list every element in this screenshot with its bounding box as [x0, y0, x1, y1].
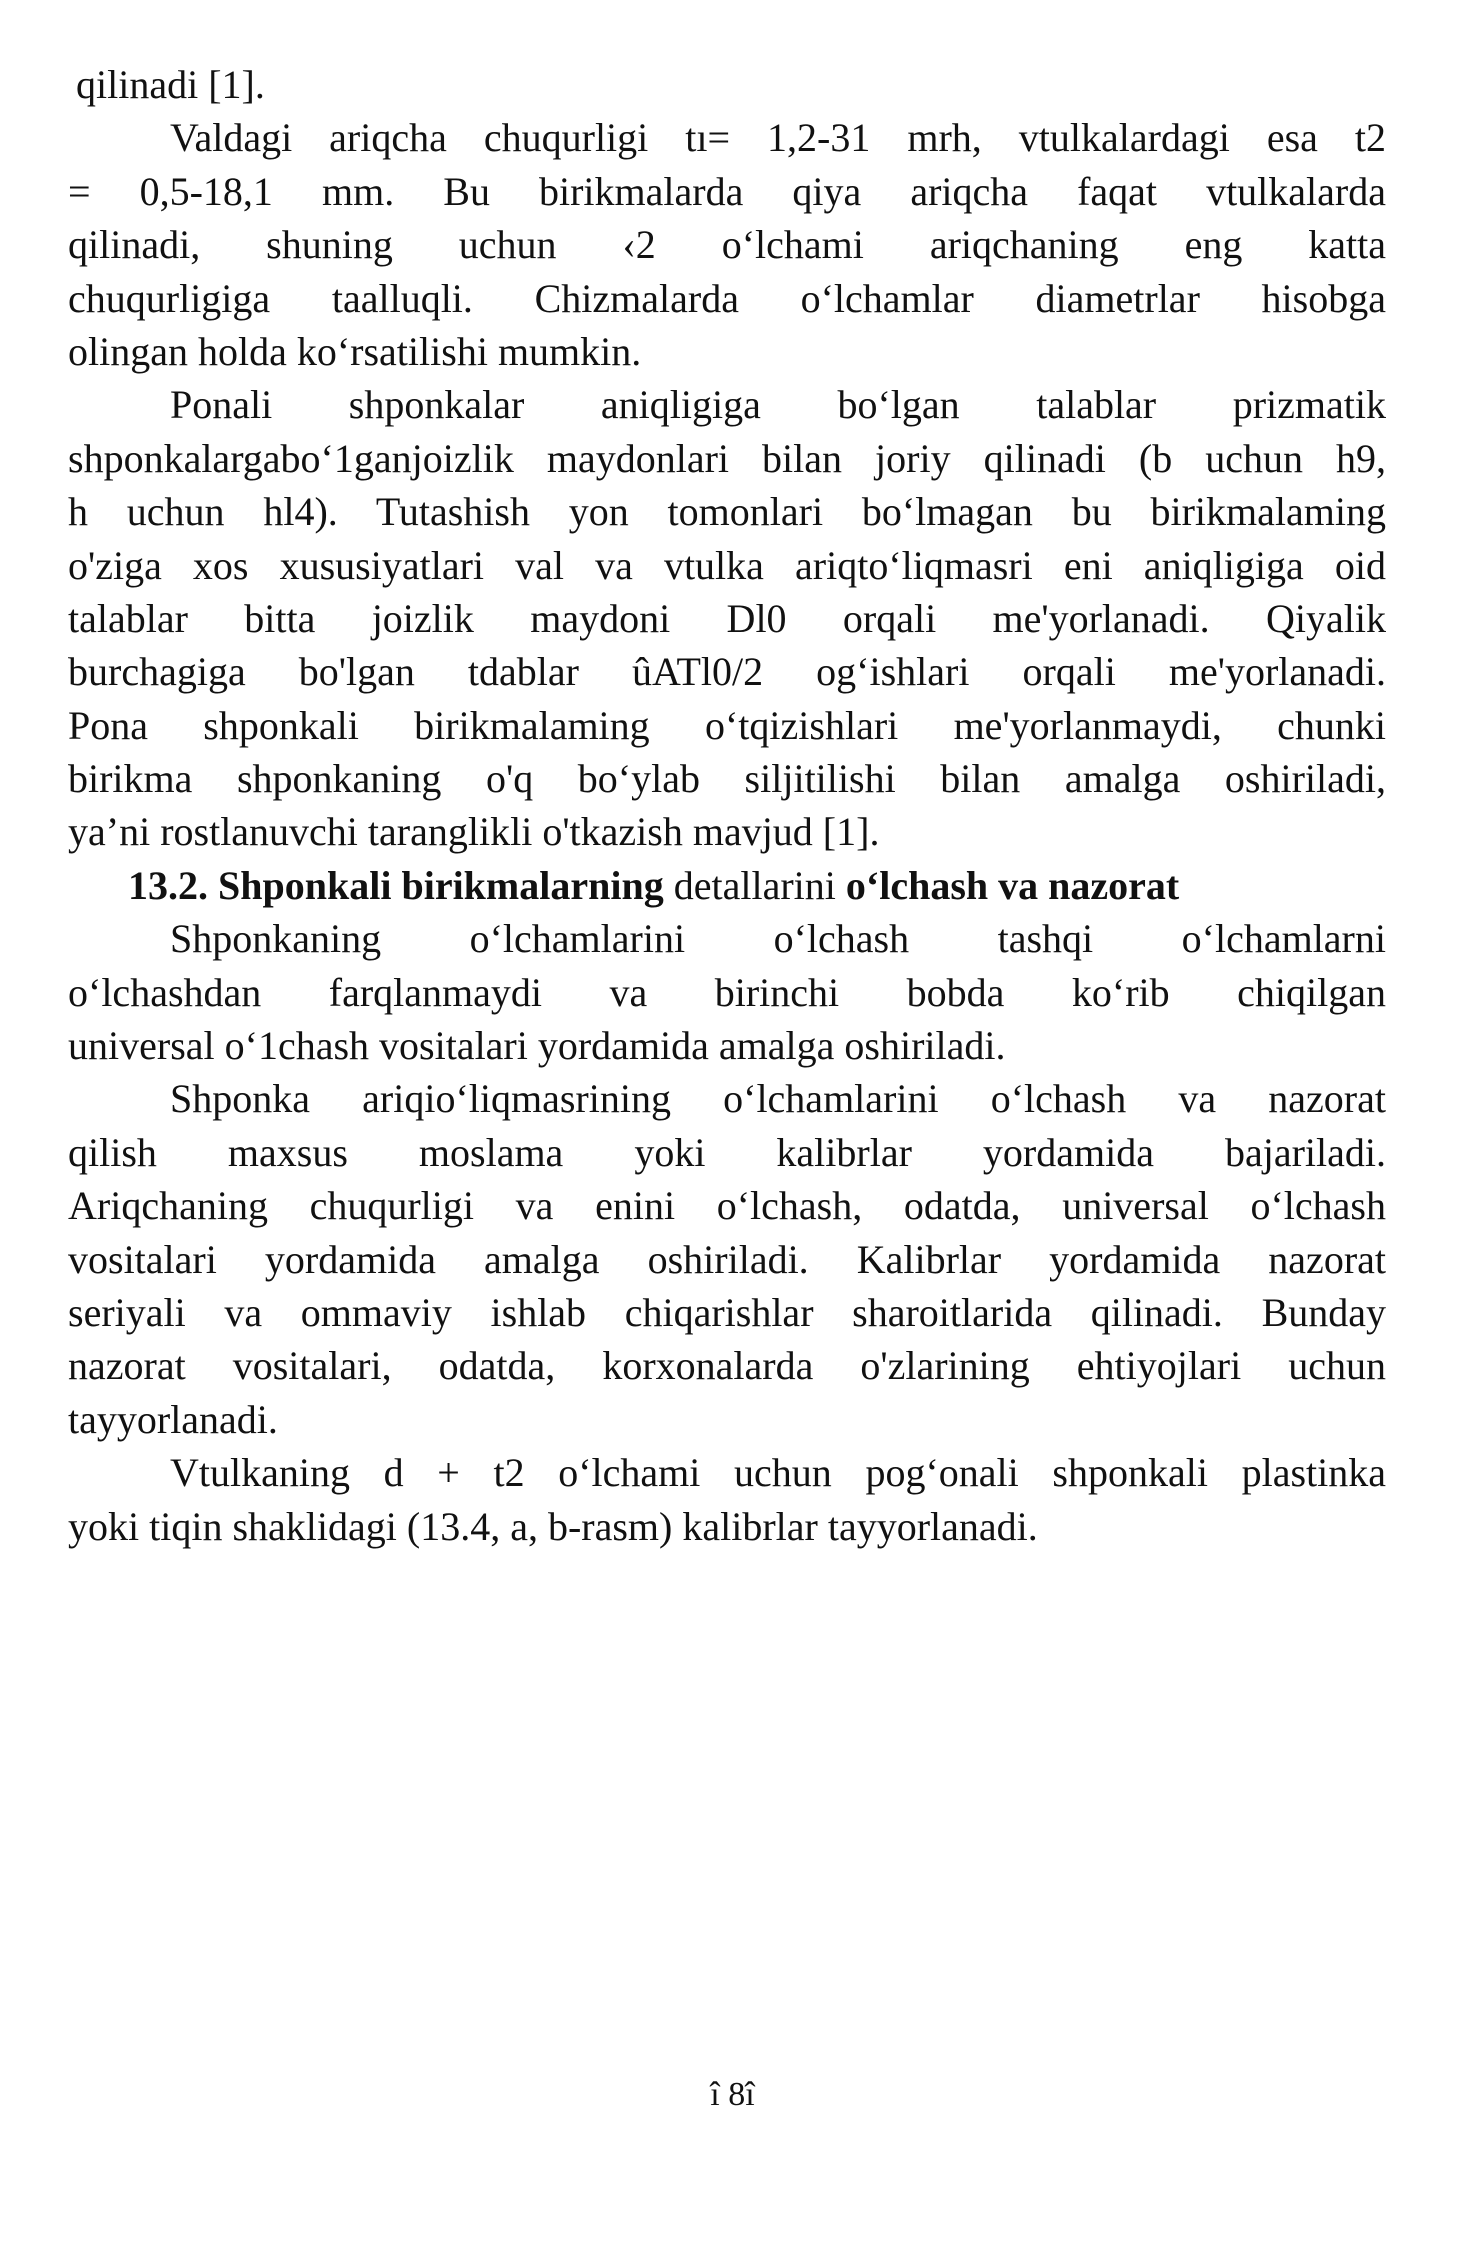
text-line: Valdagi ariqcha chuqurligi tı= 1,2-31 mrh, vtulkalardagi esa t2 [170, 115, 1386, 161]
text-line: universal o‘1chash vositalari yordamida amalga oshiriladi. [68, 1023, 1006, 1069]
text-line: vositalari yordamida amalga oshiriladi. Kalibrlar yordamida nazorat [68, 1236, 1386, 1282]
text-line: qilinadi, shuning uchun ‹2 o‘lchami ariqchaning eng katta [68, 222, 1386, 268]
text-line: qilinadi [1]. [76, 62, 265, 107]
text-line: burchagiga bo'lgan tdablar ûATl0/2 og‘ishlari orqali me'yorlanadi. [68, 649, 1386, 695]
text-line: yoki tiqin shaklidagi (13.4, a, b-rasm) kalibrlar tayyorlanadi. [68, 1503, 1038, 1549]
text-line: o‘lchashdan farqlanmaydi va birinchi bobda ko‘rib chiqilgan [68, 969, 1386, 1015]
section-title-bold-end: o‘lchash va nazorat [845, 862, 1180, 908]
text-line: birikma shponkaning o'q bo‘ylab siljitilishi bilan amalga oshiriladi, [68, 756, 1386, 802]
text-line: seriyali va ommaviy ishlab chiqarishlar sharoitlarida qilinadi. Bunday [68, 1289, 1386, 1335]
text-line: = 0,5-18,1 mm. Bu birikmalarda qiya ariqcha faqat vtulkalarda [68, 168, 1386, 214]
section-number: 13.2. [128, 862, 208, 908]
text-line: Ariqchaning chuqurligi va enini o‘lchash, odatda, universal o‘lchash [68, 1183, 1386, 1229]
page-body [68, 58, 1386, 1553]
text-line: Vtulkaning d + t2 o‘lchami uchun pog‘onali shponkali plastinka [170, 1450, 1386, 1496]
text-line: Ponali shponkalar aniqligiga bo‘lgan talablar prizmatik [170, 382, 1386, 428]
section-heading [68, 859, 1386, 912]
text-line: olingan holda ko‘rsatilishi mumkin. [68, 328, 642, 374]
text-line: ya’ni rostlanuvchi taranglikli o'tkazish mavjud [1]. [68, 809, 880, 855]
text-line: nazorat vositalari, odatda, korxonalarda o'zlarining ehtiyojlari uchun [68, 1343, 1386, 1389]
text-line: Shponkaning o‘lchamlarini o‘lchash tashqi o‘lchamlarni [170, 916, 1386, 962]
text-line: Pona shponkali birikmalaming o‘tqizishlari me'yorlanmaydi, chunki [68, 702, 1386, 748]
text-line: tayyorlanadi. [68, 1396, 278, 1442]
text-line: shponkalargabo‘1ganjoizlik maydonlari bilan joriy qilinadi (b uchun h9, [68, 435, 1386, 481]
section-title-bold: Shponkali birikmalarning [218, 862, 664, 908]
page-number: î 8î [710, 2076, 755, 2113]
text-line: chuqurligiga taalluqli. Chizmalarda o‘lchamlar diametrlar hisobga [68, 275, 1386, 321]
text-line: talablar bitta joizlik maydoni Dl0 orqali me'yorlanadi. Qiyalik [68, 595, 1386, 641]
text-line: qilish maxsus moslama yoki kalibrlar yordamida bajariladi. [68, 1129, 1386, 1175]
section-title-normal: detallarini [673, 862, 836, 908]
text-line: h uchun hl4). Tutashish yon tomonlari bo‘lmagan bu birikmalaming [68, 489, 1386, 535]
text-line: Shponka ariqio‘liqmasrining o‘lchamlarini o‘lchash va nazorat [170, 1076, 1386, 1122]
text-line: o'ziga xos xususiyatlari val va vtulka ariqto‘liqmasri eni aniqligiga oid [68, 542, 1386, 588]
